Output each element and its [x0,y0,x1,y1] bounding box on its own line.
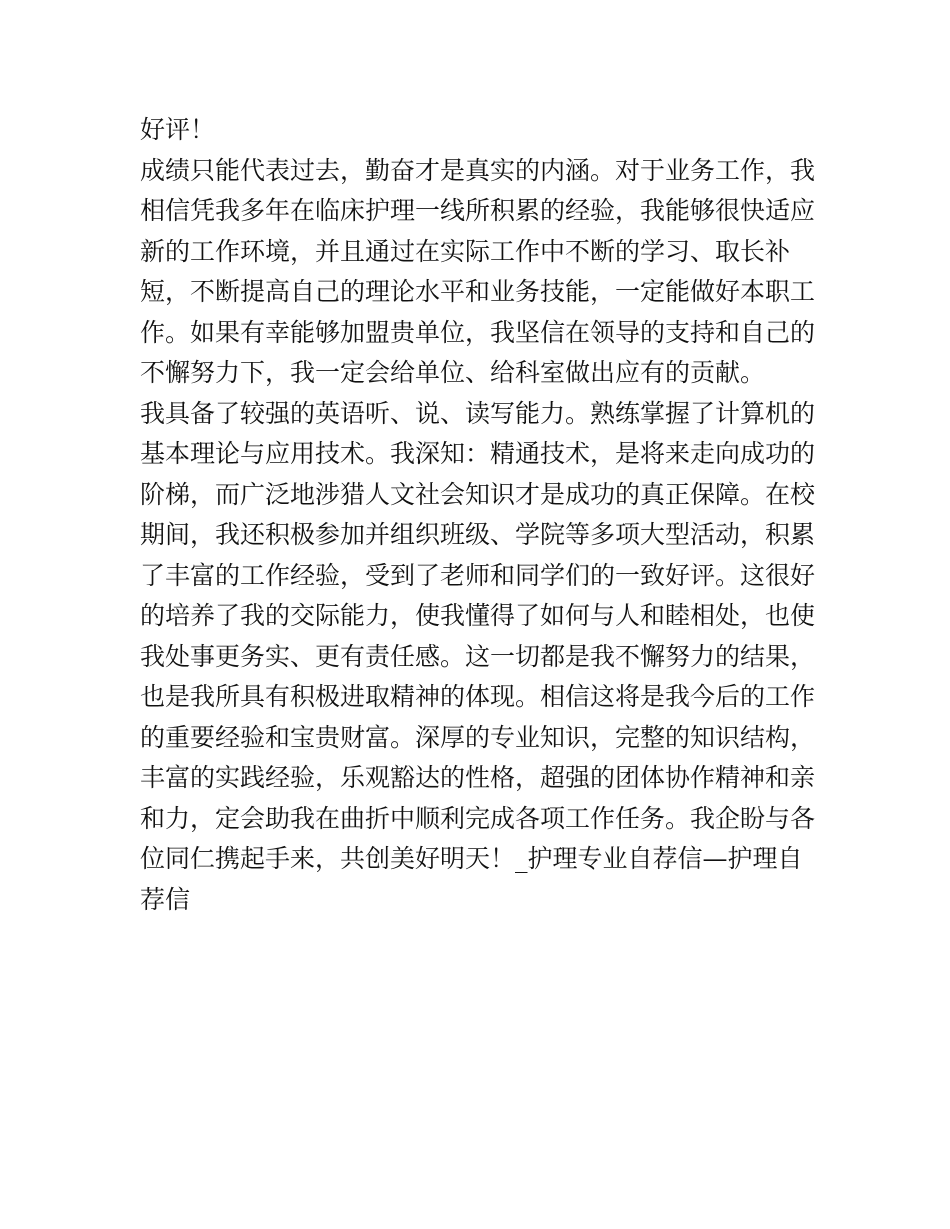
text-line: 和力，定会助我在曲折中顺利完成各项工作任务。我企盼与各 [140,803,816,833]
text-line: 的重要经验和宝贵财富。深厚的专业知识，完整的知识结构， [140,722,816,752]
text-line: 成绩只能代表过去，勤奋才是真实的内涵。对于业务工作，我 [140,155,816,185]
text-line: 不懈努力下，我一定会给单位、给科室做出应有的贡献。 [140,358,766,387]
text-line: 位同仁携起手来，共创美好明天！_护理专业自荐信—护理自 [140,844,803,873]
document-body [140,110,820,920]
text-line: 的培养了我的交际能力，使我懂得了如何与人和睦相处，也使 [140,601,816,630]
text-line: 也是我所具有积极进取精神的体现。相信这将是我今后的工作 [140,682,816,711]
text-line: 我具备了较强的英语听、说、读写能力。熟练掌握了计算机的 [140,398,816,428]
text-line: 丰富的实践经验，乐观豁达的性格，超强的团体协作精神和亲 [140,763,816,792]
text-line: 我处事更务实、更有责任感。这一切都是我不懈努力的结果， [140,641,816,671]
text-line: 了丰富的工作经验，受到了老师和同学们的一致好评。这很好 [140,560,816,590]
text-line: 好评！ [140,115,216,144]
text-line: 荐信 [140,884,191,914]
text-line: 期间，我还积极参加并组织班级、学院等多项大型活动，积累 [140,520,816,549]
text-line: 短，不断提高自己的理论水平和业务技能，一定能做好本职工 [140,277,816,306]
text-line: 新的工作环境，并且通过在实际工作中不断的学习、取长补 [140,236,791,266]
text-line: 相信凭我多年在临床护理一线所积累的经验，我能够很快适应 [140,196,816,225]
text-line: 阶梯，而广泛地涉猎人文社会知识才是成功的真正保障。在校 [140,479,816,509]
text-line: 作。如果有幸能够加盟贵单位，我坚信在领导的支持和自己的 [140,317,816,347]
text-line: 基本理论与应用技术。我深知：精通技术，是将来走向成功的 [140,439,816,468]
